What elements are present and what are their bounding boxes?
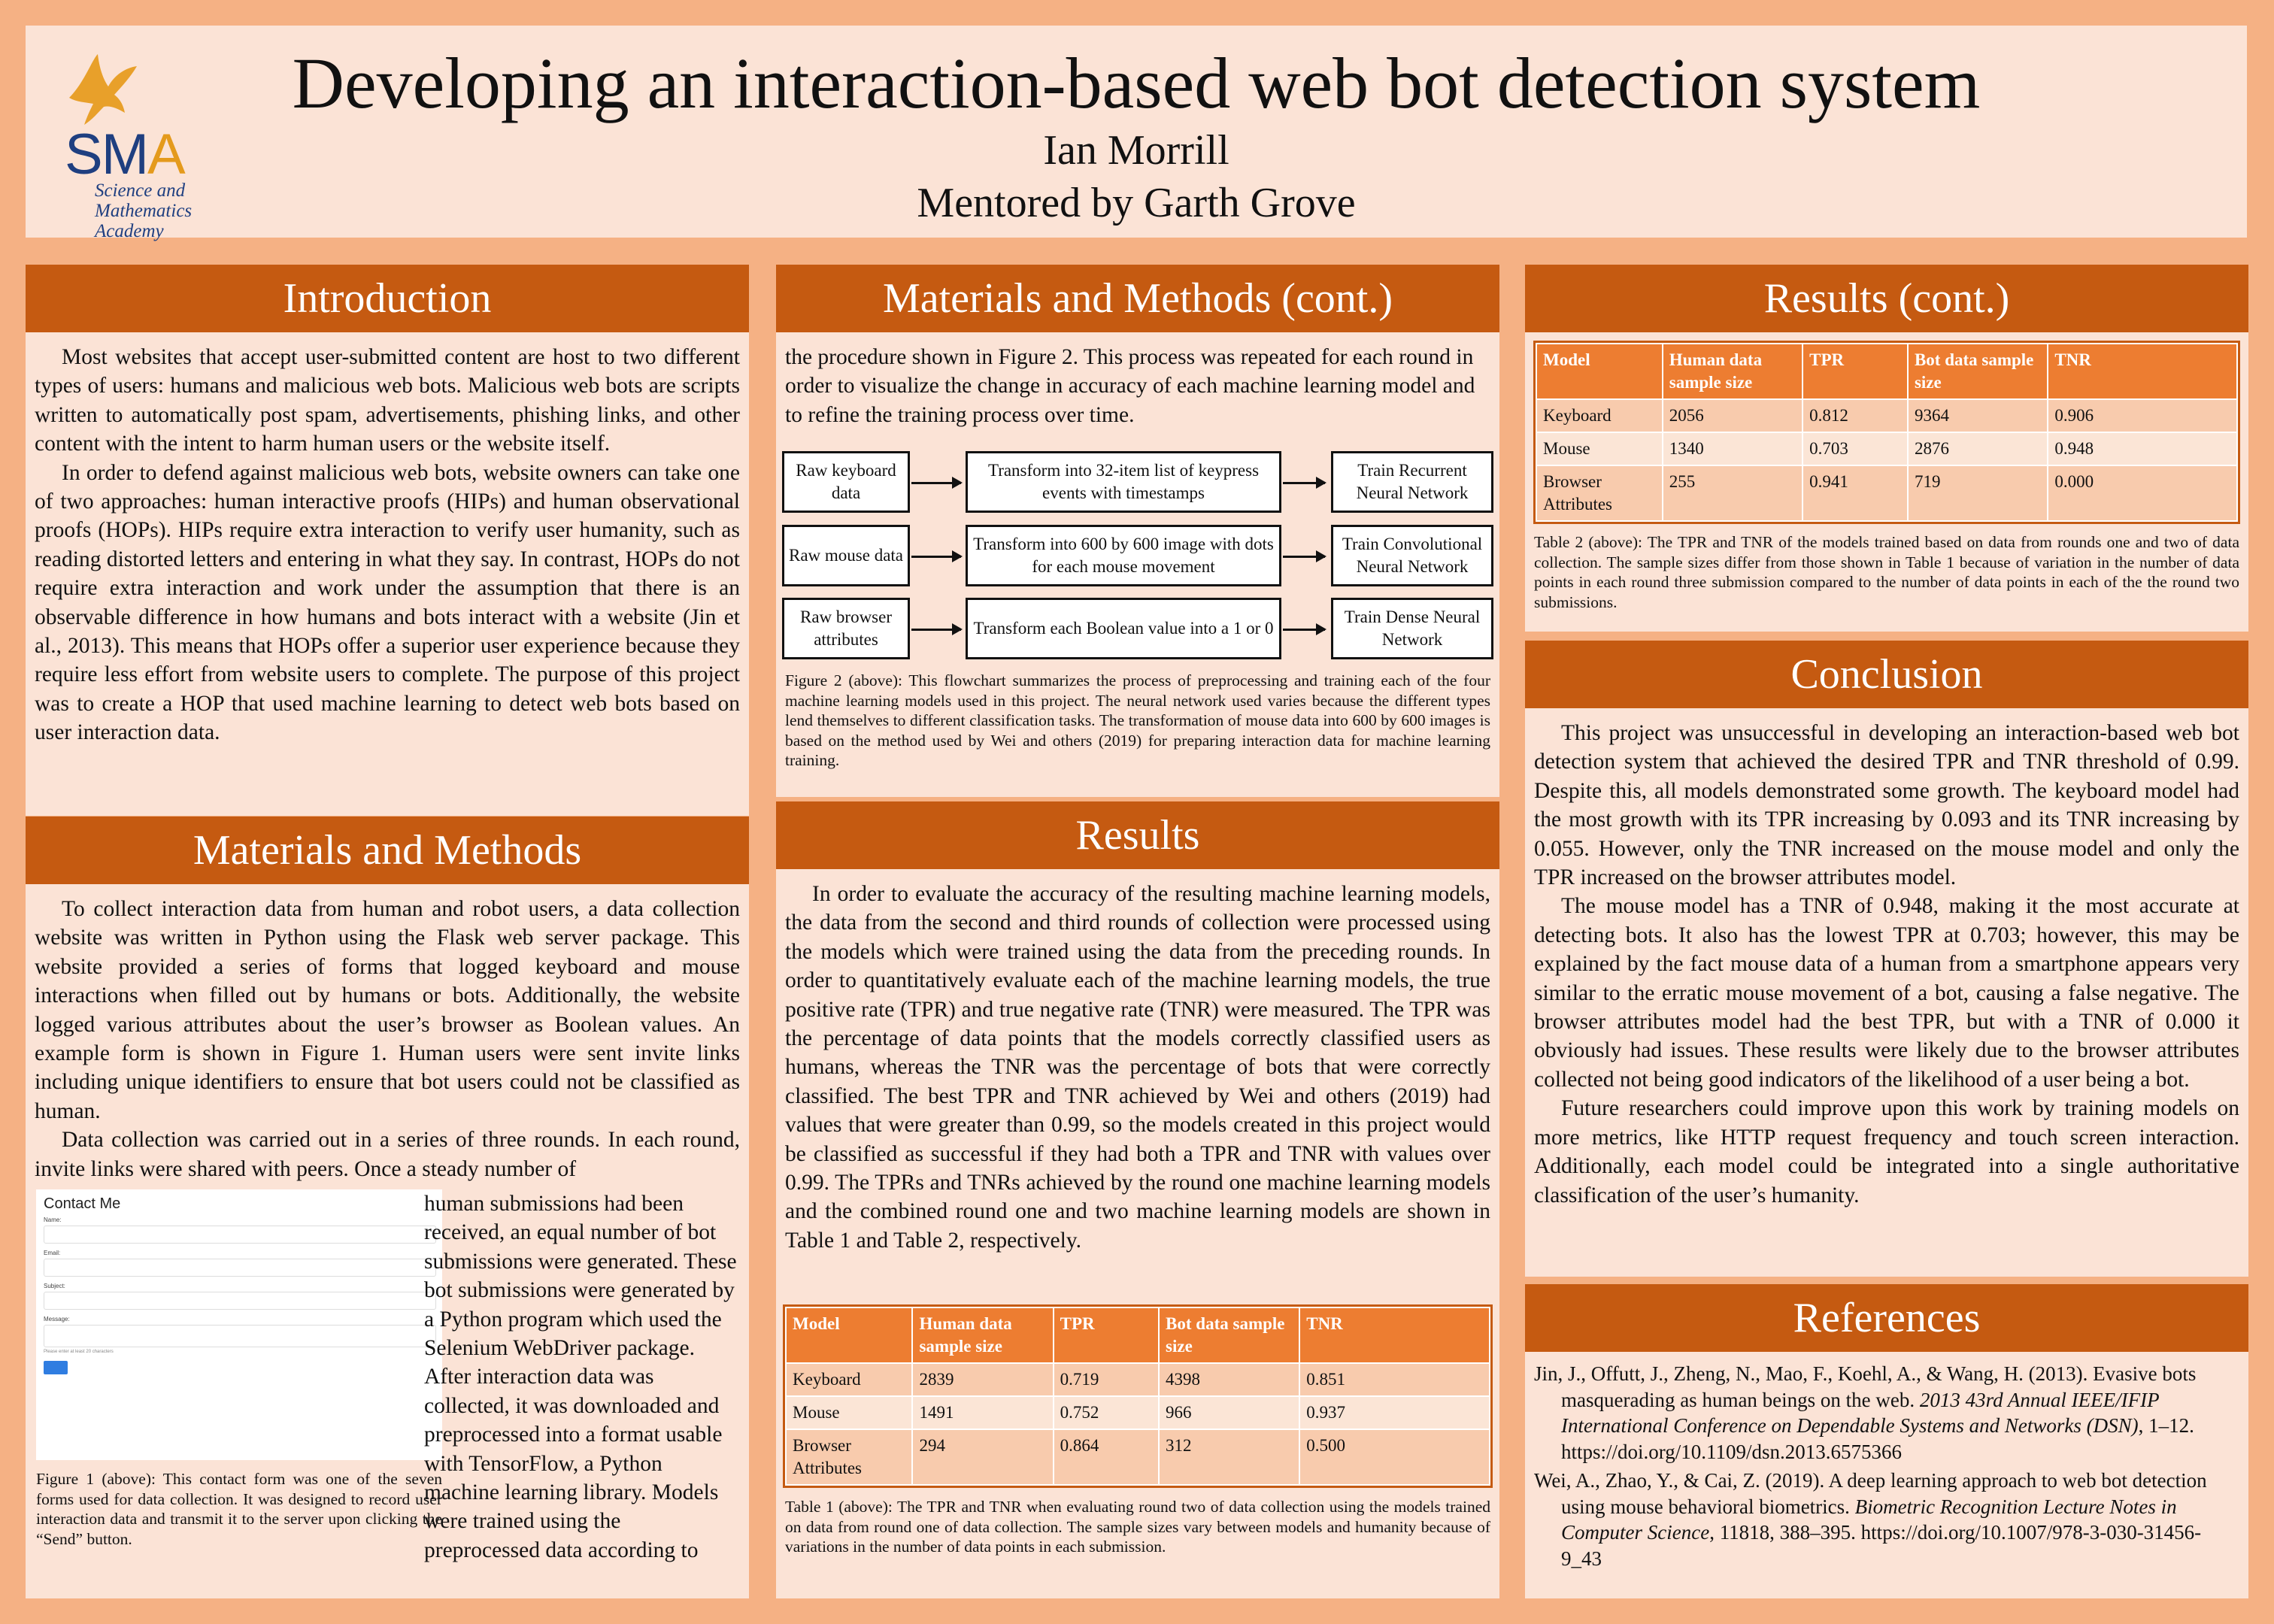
table-cell: Browser Attributes xyxy=(1536,465,1663,521)
flow-arrow xyxy=(911,556,961,558)
reference-item: Wei, A., Zhao, Y., & Cai, Z. (2019). A deep learning approach to web bot detection using mouse behavioral biometrics. Biometric Recognition Lecture Notes in Computer Science, 11818, 388–395. https://doi.org/10.1007/978-3-030-31456-9_43 xyxy=(1534,1469,2207,1570)
conclusion-panel xyxy=(1525,641,2248,1277)
methods-cont-paragraph: the procedure shown in Figure 2. This process was repeated for each round in order to visualize the change in accuracy of each machine learning model and to refine the training process over time. xyxy=(785,345,1475,427)
table-row xyxy=(1536,399,2237,432)
figure2-caption: Figure 2 (above): This flowchart summarizes the process of preprocessing and training each of the four machine learning models used in this project. The neural network used varies because the different types lend themselves to different classification tasks. The transformation of mouse data into 600 by 600 images is based on the method used by Wei and others (2019) for preparing interaction data for machine learning training. xyxy=(785,671,1490,769)
methods-cont-panel xyxy=(776,265,1499,797)
flow-arrow xyxy=(1283,482,1325,484)
table-header-cell: Human data sample size xyxy=(912,1307,1053,1363)
table-cell: 1491 xyxy=(912,1396,1053,1429)
methods-body xyxy=(35,895,740,1183)
table-header-cell: TPR xyxy=(1054,1307,1159,1363)
table-cell: 0.812 xyxy=(1803,399,1908,432)
table-header-cell: TNR xyxy=(1299,1307,1490,1363)
table-cell: 312 xyxy=(1159,1429,1299,1485)
conclusion-paragraph: This project was unsuccessful in developing an interaction-based web bot detection system that achieved the desired TPR and TNR threshold of 0.99. Despite this, all models demonstrated some growth. The keyboard model had the most growth with its TPR increasing by 0.093 and its TNR increasing by 0.055. However, only the TNR increased on the mouse model and only the TPR increased on the browser attributes model. xyxy=(1534,721,2239,890)
table-cell: Mouse xyxy=(1536,432,1663,465)
methods-body-continued xyxy=(424,1189,740,1565)
form-subject-field xyxy=(44,1292,436,1310)
references-heading: References xyxy=(1525,1284,2248,1352)
table-cell: 294 xyxy=(912,1429,1053,1485)
intro-paragraph: In order to defend against malicious web bots, website owners can take one of two approaches: human interactive proofs (HIPs) and human observational proofs (HOPs). HIPs require extra interaction to verify user humanity, such as reading distorted letters and entering in what they say. In contrast, HOPs do not require extra interaction and work under the assumption that there is an observable difference in how humans and bots interact with a website (Jin et al., 2013). This means that HOPs offer a superior user experience because they require less effort from website users to complete. The purpose of this project was to create a HOP that used machine learning to detect web bots based on user interaction data. xyxy=(35,460,740,745)
flow-input-keyboard: Raw keyboard data xyxy=(782,451,910,513)
author-name: Ian Morrill xyxy=(1043,127,1229,174)
flow-train-mouse: Train Convolutional Neural Network xyxy=(1331,525,1493,586)
table-cell: Browser Attributes xyxy=(786,1429,912,1485)
flow-arrow xyxy=(911,482,961,484)
methods-paragraph: human submissions had been received, an equal number of bot submissions were generated. These bot submissions were generated by a Python program which used the Selenium WebDriver package. After interaction data was collected, it was downloaded and preprocessed into a format usable with TensorFlow, a Python machine learning library. Models were trained using the preprocessed data according to xyxy=(424,1192,737,1562)
form-name-field xyxy=(44,1226,436,1244)
table-cell: Keyboard xyxy=(1536,399,1663,432)
table-row xyxy=(786,1396,1490,1429)
methods-cont-body xyxy=(785,343,1490,429)
table-cell: 0.703 xyxy=(1803,432,1908,465)
flow-input-mouse: Raw mouse data xyxy=(782,525,910,586)
flow-transform-keyboard: Transform into 32-item list of keypress events with timestamps xyxy=(966,451,1281,513)
table-cell: Keyboard xyxy=(786,1363,912,1396)
results-paragraph: In order to evaluate the accuracy of the resulting machine learning models, the data from the second and third rounds of collection were processed using the models which were trained using the data from the preceding rounds. In order to quantitatively evaluate each of the machine learning models, the true positive rate (TPR) and true negative rate (TNR) were measured. The TPR was the percentage of data points that the models correctly classified users as humans, whereas the TNR was the percentage of bots that were correctly classified. The best TPR and TNR achieved by Wei and others (2019) had values that were greater than 0.99, so the models created in this project would be classified as successful if they had both a TPR and TNR with values over 0.99. The TPRs and TNRs achieved by the round one machine learning models and the combined round one and two machine learning models are shown in Table 1 and Table 2, respectively. xyxy=(785,882,1490,1253)
table-header-cell: TPR xyxy=(1803,344,1908,399)
table-cell: 0.941 xyxy=(1803,465,1908,521)
methods-paragraph: Data collection was carried out in a series of three rounds. In each round, invite links were shared with peers. Once a steady number of xyxy=(35,1128,740,1181)
flow-input-browser: Raw browser attributes xyxy=(782,598,910,659)
flow-transform-browser: Transform each Boolean value into a 1 or 0 xyxy=(966,598,1281,659)
logo-text: Science and Mathematics Academy xyxy=(95,180,193,241)
results-panel xyxy=(776,801,1499,1598)
table-cell: 0.752 xyxy=(1054,1396,1159,1429)
table-header-cell: TNR xyxy=(2048,344,2237,399)
table-cell: 0.937 xyxy=(1299,1396,1490,1429)
table-cell: 0.719 xyxy=(1054,1363,1159,1396)
table-header-row xyxy=(1536,344,2237,399)
results-cont-heading: Results (cont.) xyxy=(1525,265,2248,332)
table-cell: 255 xyxy=(1663,465,1803,521)
mentor-name: Mentored by Garth Grove xyxy=(917,180,1356,226)
methods-paragraph: To collect interaction data from human and robot users, a data collection website was written in Python using the Flask web server package. This website provided a series of forms that logged keyboard and mouse interactions when filled out by humans or bots. Additionally, the website logged various attributes about the user’s browser as Boolean values. An example form is shown in Figure 1. Human users were sent invite links including unique identifiers to ensure that bot users could not be classified as human. xyxy=(35,897,740,1123)
intro-paragraph: Most websites that accept user-submitted content are host to two different types of users: humans and malicious web bots. Malicious web bots are scripts written to automatically post spam, advertisements, phishing links, and other content with the intent to harm human users or the website itself. xyxy=(35,345,740,456)
table-header-row xyxy=(786,1307,1490,1363)
table-header-cell: Bot data sample size xyxy=(1908,344,2048,399)
table-row xyxy=(1536,432,2237,465)
flow-train-browser: Train Dense Neural Network xyxy=(1331,598,1493,659)
flow-train-keyboard: Train Recurrent Neural Network xyxy=(1331,451,1493,513)
flow-arrow xyxy=(911,629,961,631)
table-header-cell: Model xyxy=(786,1307,912,1363)
conclusion-paragraph: The mouse model has a TNR of 0.948, making it the most accurate at detecting bots. It also has the lowest TPR at 0.703; however, this may be explained by the fact mouse data of a human from a smartphone appears very similar to the erratic mouse movement of a bot, causing a false negative. The browser attributes model had the best TPR, but with a TNR of 0.000 it obviously had issues. These results were likely due to the browser attributes collected not being good indicators of the likelihood of a user being a bot. xyxy=(1534,894,2239,1092)
references-panel xyxy=(1525,1284,2248,1598)
table-row xyxy=(786,1429,1490,1485)
table-cell: 2876 xyxy=(1908,432,2048,465)
form-title: Contact Me xyxy=(44,1195,121,1212)
table-cell: 4398 xyxy=(1159,1363,1299,1396)
introduction-heading: Introduction xyxy=(26,265,749,332)
table-cell: 0.864 xyxy=(1054,1429,1159,1485)
form-label: Email: xyxy=(44,1250,61,1256)
form-email-field xyxy=(44,1259,436,1277)
form-label: Subject: xyxy=(44,1283,65,1289)
table-cell: 1340 xyxy=(1663,432,1803,465)
table-cell: 719 xyxy=(1908,465,2048,521)
table-cell: 966 xyxy=(1159,1396,1299,1429)
reference-item: Jin, J., Offutt, J., Zheng, N., Mao, F., Koehl, A., & Wang, H. (2013). Evasive bots masquerading as human beings on the web. 2013 43rd Annual IEEE/IFIP International Conference on Dependable Systems and Networks (DSN), 1–12. https://doi.org/10.1109/dsn.2013.6575366 xyxy=(1534,1362,2197,1463)
table-cell: 0.906 xyxy=(2048,399,2237,432)
table-cell: 0.851 xyxy=(1299,1363,1490,1396)
form-note: Please enter at least 20 characters xyxy=(44,1350,114,1354)
table-cell: Mouse xyxy=(786,1396,912,1429)
table-cell: 2056 xyxy=(1663,399,1803,432)
table-header-cell: Human data sample size xyxy=(1663,344,1803,399)
methods-panel xyxy=(26,817,749,1598)
table-cell: 0.000 xyxy=(2048,465,2237,521)
conclusion-heading: Conclusion xyxy=(1525,641,2248,708)
table-row xyxy=(786,1363,1490,1396)
flow-arrow xyxy=(1283,556,1325,558)
introduction-body xyxy=(35,343,740,747)
table1-caption: Table 1 (above): The TPR and TNR when evaluating round two of data collection using the models trained on data from round one of data collection. The sample sizes vary between models and humanity because of variations in the number of data points in each submission. xyxy=(785,1498,1490,1556)
results-body xyxy=(785,880,1490,1255)
conclusion-paragraph: Future researchers could improve upon this work by training models on more metrics, like HTTP request frequency and touch screen interaction. Additionally, each model could be integrated into a single authoritative classification of the user’s humanity. xyxy=(1534,1096,2239,1207)
flow-transform-mouse: Transform into 600 by 600 image with dots for each mouse movement xyxy=(966,525,1281,586)
table-cell: 9364 xyxy=(1908,399,2048,432)
form-message-field xyxy=(44,1325,436,1347)
poster-header xyxy=(26,26,2247,241)
flow-arrow xyxy=(1283,629,1325,631)
results-heading: Results xyxy=(776,801,1499,869)
table2 xyxy=(1536,343,2238,522)
send-button xyxy=(44,1361,68,1374)
table2-caption: Table 2 (above): The TPR and TNR of the models trained based on data from rounds one and two of data collection. The sample sizes differ from those shown in Table 1 because of variation in the number of data points in each round three submission compared to the number of data points in each of the the round two submissions. xyxy=(1534,533,2239,611)
figure1-caption: Figure 1 (above): This contact form was one of the seven forms used for data collection. It was designed to record user interaction data and transmit it to the server upon clicking the “Send” button. xyxy=(36,1470,442,1548)
table-cell: 2839 xyxy=(912,1363,1053,1396)
form-label: Message: xyxy=(44,1316,70,1323)
form-label: Name: xyxy=(44,1216,62,1223)
poster-title: Developing an interaction-based web bot detection system xyxy=(292,43,1981,123)
table-cell: 0.500 xyxy=(1299,1429,1490,1485)
methods-cont-heading: Materials and Methods (cont.) xyxy=(776,265,1499,332)
logo-abbreviation: SMA xyxy=(65,123,184,186)
results-cont-panel xyxy=(1525,265,2248,632)
table1 xyxy=(785,1307,1490,1486)
introduction-panel xyxy=(26,265,749,816)
table-cell: 0.948 xyxy=(2048,432,2237,465)
conclusion-body xyxy=(1534,719,2239,1210)
methods-heading: Materials and Methods xyxy=(26,817,749,884)
table-header-cell: Bot data sample size xyxy=(1159,1307,1299,1363)
table-header-cell: Model xyxy=(1536,344,1663,399)
references-list xyxy=(1534,1361,2239,1574)
table-row xyxy=(1536,465,2237,521)
contact-form-figure xyxy=(36,1189,442,1460)
